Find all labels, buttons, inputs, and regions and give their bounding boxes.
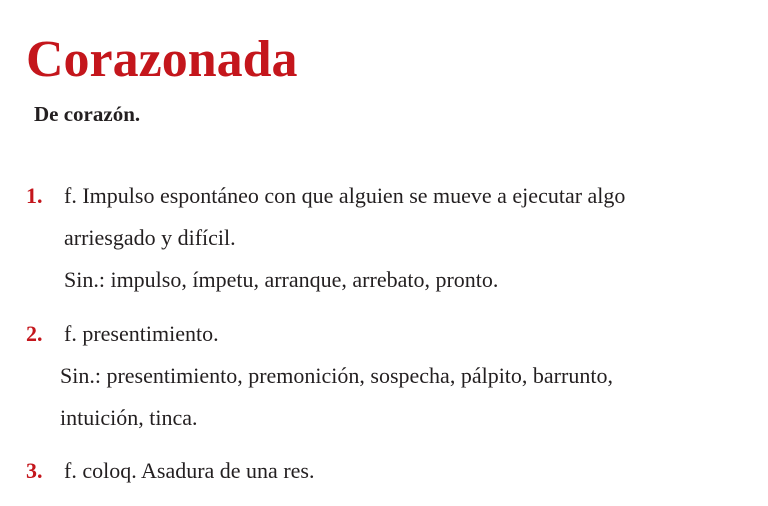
sense-number: 1. bbox=[26, 183, 43, 208]
sense-definition: f. Impulso espontáneo con que alguien se mueve a ejecutar algo bbox=[64, 183, 626, 208]
sense-synonyms: Sin.: presentimiento, premonición, sospecha, pálpito, barrunto, bbox=[60, 363, 613, 388]
sense-number: 3. bbox=[26, 458, 43, 483]
sense-number: 2. bbox=[26, 321, 43, 346]
sense-synonyms: Sin.: impulso, ímpetu, arranque, arrebato, pronto. bbox=[64, 267, 499, 292]
sense-definition: f. coloq. Asadura de una res. bbox=[64, 458, 315, 483]
sense-synonyms-continued: intuición, tinca. bbox=[60, 405, 198, 430]
sense-definition: f. presentimiento. bbox=[64, 321, 219, 346]
sense-definition-continued: arriesgado y difícil. bbox=[64, 225, 236, 250]
entry-headword: Corazonada bbox=[26, 31, 298, 88]
entry-etymology: De corazón. bbox=[34, 102, 141, 126]
